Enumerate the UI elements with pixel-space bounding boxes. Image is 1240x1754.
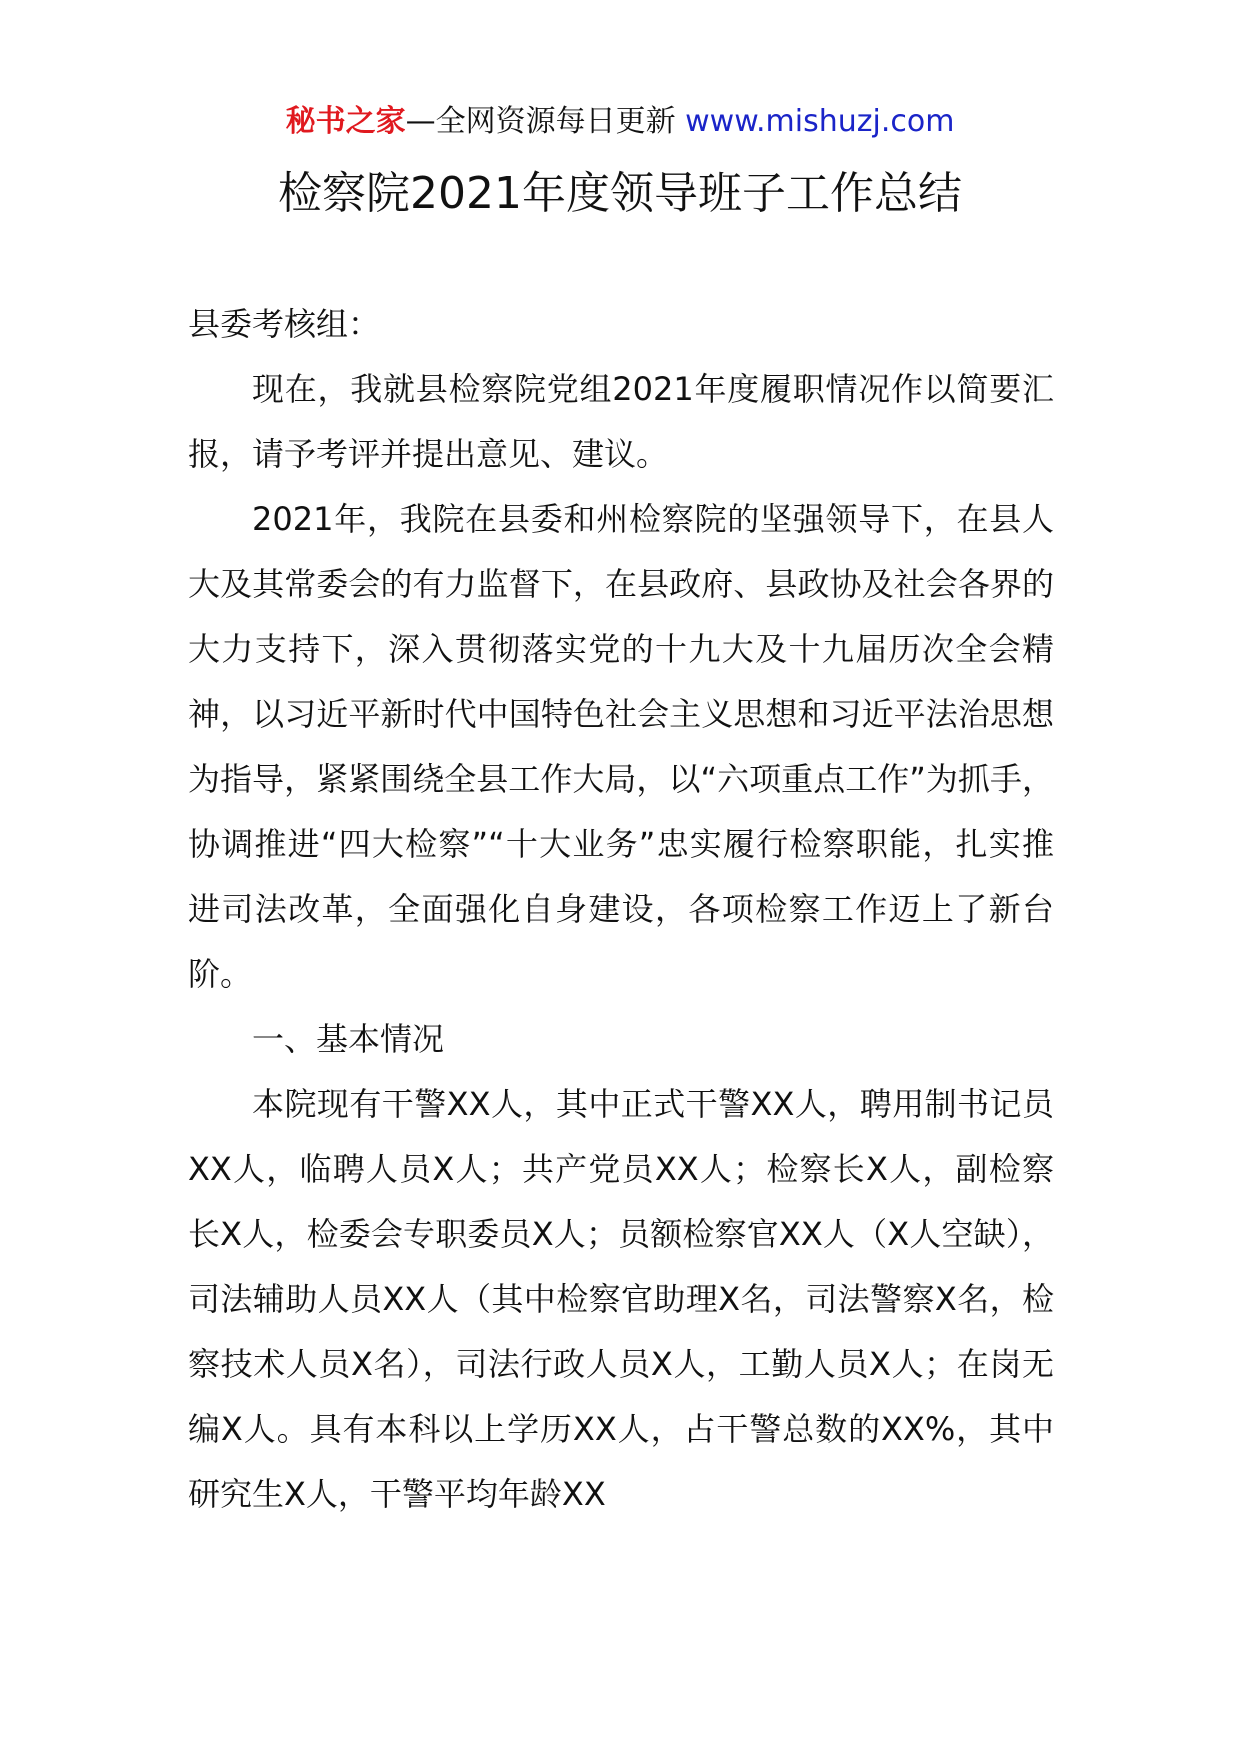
paragraph-intro: 现在，我就县检察院党组2021年度履职情况作以简要汇报，请予考评并提出意见、建议。 [188, 370, 1054, 473]
salutation: 县委考核组： [188, 305, 381, 343]
paragraph-staffing: 本院现有干警XX人，其中正式干警XX人，聘用制书记员XX人，临聘人员X人；共产党员XX人；检察长X人，副检察长X人，检委会专职委员X人；员额检察官XX人（X人空缺），司法辅助人员XX人（其中检察官助理X名，司法警察X名，检察技术人员X名），司法行政人员X人，工勤人员X人；在岗无编X人。具有本科以上学历XX人，占干警总数的XX%，其中研究生X人，干警平均年龄XX [188, 1085, 1054, 1513]
site-url-link[interactable]: www.mishuzj.com [685, 104, 955, 139]
paragraph-overview: 2021年，我院在县委和州检察院的坚强领导下，在县人大及其常委会的有力监督下，在县政府、县政协及社会各界的大力支持下，深入贯彻落实党的十九大及十九届历次全会精神，以习近平新时代中国特色社会主义思想和习近平法治思想为指导，紧紧围绕全县工作大局，以“六项重点工作”为抓手，协调推进“四大检察”“十大业务”忠实履行检察职能，扎实推进司法改革，全面强化自身建设，各项检察工作迈上了新台阶。 [188, 500, 1054, 993]
brand-name: 秘书之家 [285, 104, 406, 139]
document-title: 检察院2021年度领导班子工作总结 [278, 168, 962, 219]
document-body [188, 292, 1054, 1527]
section-heading-basic-info: 一、基本情况 [252, 1020, 445, 1058]
site-header [0, 102, 1240, 142]
header-tagline: —全网资源每日更新 [405, 104, 686, 139]
